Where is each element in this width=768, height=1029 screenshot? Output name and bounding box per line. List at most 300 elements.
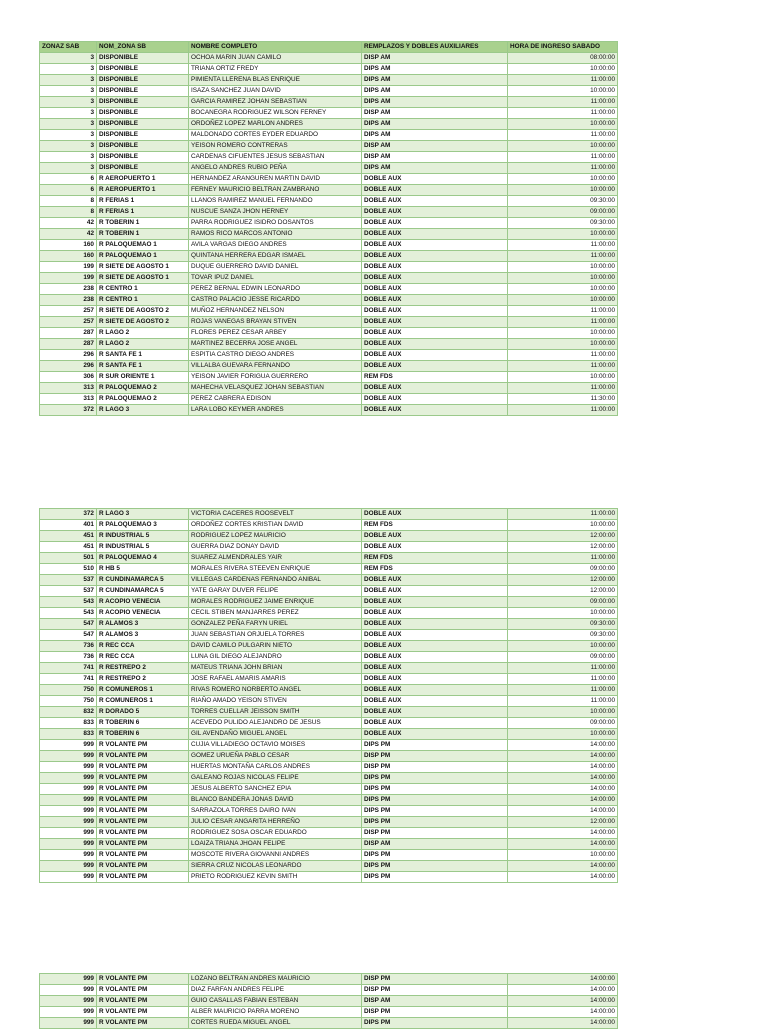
zona-cell: 238 (40, 295, 97, 306)
remplazo-cell: DOBLE AUX (362, 262, 508, 273)
nom-zona-cell: R PALOQUEMAO 1 (97, 251, 189, 262)
remplazo-cell: DIPS AM (362, 97, 508, 108)
remplazo-cell: DISP AM (362, 839, 508, 850)
table-row (40, 317, 618, 328)
nom-zona-cell: R VOLANTE PM (97, 974, 189, 985)
nom-zona-cell: R TOBERIN 1 (97, 218, 189, 229)
zona-cell: 3 (40, 119, 97, 130)
hora-cell: 10:00:00 (508, 174, 618, 185)
nom-zona-cell: R ACOPIO VENECIA (97, 608, 189, 619)
table-row (40, 372, 618, 383)
remplazo-cell: DISP PM (362, 751, 508, 762)
hora-cell: 14:00:00 (508, 985, 618, 996)
nombre-cell: JULIO CESAR ANGARITA HERREÑO (189, 817, 362, 828)
remplazo-cell: DOBLE AUX (362, 394, 508, 405)
table-row (40, 652, 618, 663)
remplazo-cell: REM FDS (362, 553, 508, 564)
hora-cell: 11:00:00 (508, 163, 618, 174)
table-row (40, 839, 618, 850)
nombre-cell: LUNA GIL DIEGO ALEJANDRO (189, 652, 362, 663)
table-row (40, 284, 618, 295)
remplazo-cell: DOBLE AUX (362, 229, 508, 240)
remplazo-cell: DOBLE AUX (362, 586, 508, 597)
remplazo-cell: DOBLE AUX (362, 405, 508, 416)
zona-cell: 42 (40, 229, 97, 240)
nombre-cell: JESUS ALBERTO SANCHEZ EPIA (189, 784, 362, 795)
nom-zona-cell: R SIETE DE AGOSTO 2 (97, 317, 189, 328)
nom-zona-cell: R ALAMOS 3 (97, 630, 189, 641)
table-row (40, 806, 618, 817)
remplazo-cell: DOBLE AUX (362, 531, 508, 542)
zona-cell: 736 (40, 652, 97, 663)
remplazo-cell: DOBLE AUX (362, 641, 508, 652)
hora-cell: 11:00:00 (508, 240, 618, 251)
nom-zona-cell: DISPONIBLE (97, 130, 189, 141)
hora-cell: 12:00:00 (508, 542, 618, 553)
table-row (40, 1018, 618, 1029)
hora-cell: 10:00:00 (508, 729, 618, 740)
nom-zona-cell: R VOLANTE PM (97, 850, 189, 861)
table-row (40, 207, 618, 218)
remplazo-cell: DISP AM (362, 141, 508, 152)
nombre-cell: YEISON ROMERO CONTRERAS (189, 141, 362, 152)
zona-cell: 832 (40, 707, 97, 718)
nom-zona-cell: R TOBERIN 1 (97, 229, 189, 240)
hora-cell: 10:00:00 (508, 295, 618, 306)
table-row (40, 619, 618, 630)
nom-zona-cell: R SUR ORIENTE 1 (97, 372, 189, 383)
remplazo-cell: DOBLE AUX (362, 218, 508, 229)
nombre-cell: RODRIGUEZ SOSA OSCAR EDUARDO (189, 828, 362, 839)
table-row (40, 597, 618, 608)
nom-zona-cell: R ALAMOS 3 (97, 619, 189, 630)
nom-zona-cell: R COMUNEROS 1 (97, 696, 189, 707)
hora-cell: 09:00:00 (508, 207, 618, 218)
nombre-cell: CARDENAS CIFUENTES JESUS SEBASTIAN (189, 152, 362, 163)
nom-zona-cell: R VOLANTE PM (97, 828, 189, 839)
table-row (40, 608, 618, 619)
remplazo-cell: DOBLE AUX (362, 207, 508, 218)
remplazo-cell: REM FDS (362, 372, 508, 383)
zona-cell: 999 (40, 740, 97, 751)
remplazo-cell: DOBLE AUX (362, 295, 508, 306)
hora-cell: 09:30:00 (508, 630, 618, 641)
hora-cell: 10:00:00 (508, 641, 618, 652)
remplazo-cell: DOBLE AUX (362, 317, 508, 328)
hora-cell: 14:00:00 (508, 828, 618, 839)
remplazo-cell: DIPS PM (362, 773, 508, 784)
nombre-cell: FERNEY MAURICIO BELTRAN ZAMBRANO (189, 185, 362, 196)
nombre-cell: PEREZ CABRERA EDISON (189, 394, 362, 405)
remplazo-cell: DOBLE AUX (362, 630, 508, 641)
nom-zona-cell: R VOLANTE PM (97, 996, 189, 1007)
remplazo-cell: DOBLE AUX (362, 251, 508, 262)
zona-cell: 999 (40, 1018, 97, 1029)
table-row (40, 119, 618, 130)
table-row (40, 152, 618, 163)
table-row (40, 97, 618, 108)
zona-cell: 372 (40, 509, 97, 520)
nombre-cell: CASTRO PALACIO JESSE RICARDO (189, 295, 362, 306)
remplazo-cell: DIPS AM (362, 86, 508, 97)
zona-cell: 451 (40, 531, 97, 542)
remplazo-cell: DIPS PM (362, 850, 508, 861)
nombre-cell: TORRES CUELLAR JEISSON SMITH (189, 707, 362, 718)
table-row (40, 196, 618, 207)
zona-cell: 401 (40, 520, 97, 531)
hora-cell: 11:00:00 (508, 251, 618, 262)
nombre-cell: JOSE RAFAEL AMARIS AMARIS (189, 674, 362, 685)
remplazo-cell: DIPS AM (362, 130, 508, 141)
hora-cell: 09:30:00 (508, 218, 618, 229)
nom-zona-cell: R VOLANTE PM (97, 861, 189, 872)
table-row (40, 641, 618, 652)
nombre-cell: SIERRA CRUZ NICOLAS LEONARDO (189, 861, 362, 872)
zona-cell: 199 (40, 262, 97, 273)
remplazo-cell: DOBLE AUX (362, 350, 508, 361)
nombre-cell: CORTES RUEDA MIGUEL ANGEL (189, 1018, 362, 1029)
hora-cell: 09:00:00 (508, 718, 618, 729)
nom-zona-cell: R LAGO 3 (97, 405, 189, 416)
table-row (40, 361, 618, 372)
hora-cell: 10:00:00 (508, 339, 618, 350)
zona-cell: 6 (40, 185, 97, 196)
hora-cell: 11:00:00 (508, 674, 618, 685)
remplazo-cell: DOBLE AUX (362, 284, 508, 295)
hora-cell: 10:00:00 (508, 707, 618, 718)
zona-cell: 999 (40, 828, 97, 839)
nombre-cell: MALDONADO CORTES EYDER EDUARDO (189, 130, 362, 141)
remplazo-cell: DIPS AM (362, 119, 508, 130)
zona-cell: 833 (40, 729, 97, 740)
nom-zona-cell: R RESTREPO 2 (97, 674, 189, 685)
table-row (40, 996, 618, 1007)
remplazo-cell: DOBLE AUX (362, 619, 508, 630)
hora-cell: 10:00:00 (508, 141, 618, 152)
zona-cell: 6 (40, 174, 97, 185)
remplazo-cell: DIPS PM (362, 784, 508, 795)
nombre-cell: HERNANDEZ ARANGUREN MARTIN DAVID (189, 174, 362, 185)
nombre-cell: YEISON JAVIER FORIGUA GUERRERO (189, 372, 362, 383)
nombre-cell: DAVID CAMILO PULGARIN NIETO (189, 641, 362, 652)
nom-zona-cell: R SIETE DE AGOSTO 1 (97, 262, 189, 273)
table-row (40, 163, 618, 174)
nombre-cell: LOAIZA TRIANA JHOAN FELIPE (189, 839, 362, 850)
nom-zona-cell: DISPONIBLE (97, 75, 189, 86)
nom-zona-cell: R VOLANTE PM (97, 839, 189, 850)
hora-cell: 10:00:00 (508, 372, 618, 383)
header-zona: ZONAZ SAB (40, 42, 97, 53)
nombre-cell: GALEANO ROJAS NICOLAS FELIPE (189, 773, 362, 784)
zona-cell: 999 (40, 974, 97, 985)
nombre-cell: GARCIA RAMIREZ JOHAN SEBASTIAN (189, 97, 362, 108)
zona-cell: 547 (40, 630, 97, 641)
zona-cell: 999 (40, 762, 97, 773)
table-row (40, 251, 618, 262)
hora-cell: 12:00:00 (508, 817, 618, 828)
table-row (40, 553, 618, 564)
nom-zona-cell: DISPONIBLE (97, 97, 189, 108)
table-row (40, 295, 618, 306)
remplazo-cell: DOBLE AUX (362, 273, 508, 284)
zona-cell: 999 (40, 795, 97, 806)
nom-zona-cell: R VOLANTE PM (97, 1007, 189, 1018)
nombre-cell: MOSCOTE RIVERA GIOVANNI ANDRES (189, 850, 362, 861)
nombre-cell: RODRIGUEZ LOPEZ MAURICIO (189, 531, 362, 542)
header-row (40, 42, 618, 53)
hora-cell: 10:00:00 (508, 850, 618, 861)
nombre-cell: GUERRA DIAZ DONAY DAVID (189, 542, 362, 553)
hora-cell: 14:00:00 (508, 784, 618, 795)
nom-zona-cell: R REC CCA (97, 652, 189, 663)
hora-cell: 14:00:00 (508, 773, 618, 784)
hora-cell: 14:00:00 (508, 795, 618, 806)
remplazo-cell: DIPS PM (362, 806, 508, 817)
remplazo-cell: DIPS PM (362, 817, 508, 828)
table-row (40, 985, 618, 996)
hora-cell: 11:00:00 (508, 553, 618, 564)
zona-cell: 999 (40, 839, 97, 850)
hora-cell: 09:00:00 (508, 564, 618, 575)
table-row (40, 64, 618, 75)
nombre-cell: PRIETO RODRIGUEZ KEVIN SMITH (189, 872, 362, 883)
zona-cell: 736 (40, 641, 97, 652)
nombre-cell: RIVAS ROMERO NORBERTO ANGEL (189, 685, 362, 696)
zona-cell: 750 (40, 685, 97, 696)
remplazo-cell: DOBLE AUX (362, 509, 508, 520)
remplazo-cell: DIPS PM (362, 861, 508, 872)
hora-cell: 10:00:00 (508, 284, 618, 295)
nombre-cell: ORDOÑEZ LOPEZ MARLON ANDRES (189, 119, 362, 130)
table-row (40, 240, 618, 251)
table-row (40, 185, 618, 196)
hora-cell: 14:00:00 (508, 974, 618, 985)
remplazo-cell: REM FDS (362, 520, 508, 531)
nombre-cell: GIL AVENDAÑO MIGUEL ANGEL (189, 729, 362, 740)
table-row (40, 75, 618, 86)
remplazo-cell: DOBLE AUX (362, 608, 508, 619)
table-row (40, 718, 618, 729)
table-row (40, 86, 618, 97)
nombre-cell: RIAÑO AMADO YEISON STIVEN (189, 696, 362, 707)
table-row (40, 828, 618, 839)
header-nom-zona: NOM_ZONA SB (97, 42, 189, 53)
hora-cell: 10:00:00 (508, 273, 618, 284)
table-row (40, 218, 618, 229)
table-row (40, 630, 618, 641)
zona-cell: 3 (40, 152, 97, 163)
hora-cell: 11:00:00 (508, 663, 618, 674)
zona-cell: 3 (40, 86, 97, 97)
nombre-cell: CUJIA VILLADIEGO OCTAVIO MOISES (189, 740, 362, 751)
remplazo-cell: DOBLE AUX (362, 696, 508, 707)
table-row (40, 575, 618, 586)
nom-zona-cell: R FERIAS 1 (97, 207, 189, 218)
remplazo-cell: DOBLE AUX (362, 685, 508, 696)
nom-zona-cell: R DORADO 5 (97, 707, 189, 718)
nom-zona-cell: R REC CCA (97, 641, 189, 652)
zona-cell: 3 (40, 163, 97, 174)
nom-zona-cell: R VOLANTE PM (97, 817, 189, 828)
hora-cell: 14:00:00 (508, 1007, 618, 1018)
nombre-cell: ACEVEDO PULIDO ALEJANDRO DE JESUS (189, 718, 362, 729)
table-row (40, 850, 618, 861)
remplazo-cell: DIPS PM (362, 872, 508, 883)
zona-cell: 287 (40, 328, 97, 339)
zona-cell: 306 (40, 372, 97, 383)
remplazo-cell: DIPS PM (362, 740, 508, 751)
nombre-cell: GUIO CASALLAS FABIAN ESTEBAN (189, 996, 362, 1007)
zona-cell: 510 (40, 564, 97, 575)
nombre-cell: BOCANEGRA RODRIGUEZ WILSON FERNEY (189, 108, 362, 119)
table-row (40, 564, 618, 575)
remplazo-cell: DOBLE AUX (362, 185, 508, 196)
hora-cell: 14:00:00 (508, 996, 618, 1007)
zona-cell: 199 (40, 273, 97, 284)
nombre-cell: ANGELO ANDRES RUBIO PEÑA (189, 163, 362, 174)
remplazo-cell: DOBLE AUX (362, 729, 508, 740)
hora-cell: 14:00:00 (508, 861, 618, 872)
nombre-cell: DUQUE GUERRERO DAVID DANIEL (189, 262, 362, 273)
hora-cell: 11:00:00 (508, 306, 618, 317)
zona-cell: 257 (40, 306, 97, 317)
hora-cell: 10:00:00 (508, 520, 618, 531)
remplazo-cell: DISP AM (362, 53, 508, 64)
nom-zona-cell: R CUNDINAMARCA 5 (97, 575, 189, 586)
table-row (40, 861, 618, 872)
remplazo-cell: DISP PM (362, 828, 508, 839)
hora-cell: 14:00:00 (508, 806, 618, 817)
remplazo-cell: DISP AM (362, 152, 508, 163)
hora-cell: 11:00:00 (508, 97, 618, 108)
nom-zona-cell: R VOLANTE PM (97, 795, 189, 806)
hora-cell: 14:00:00 (508, 751, 618, 762)
zona-cell: 296 (40, 350, 97, 361)
nom-zona-cell: DISPONIBLE (97, 152, 189, 163)
hora-cell: 14:00:00 (508, 872, 618, 883)
hora-cell: 11:00:00 (508, 696, 618, 707)
nombre-cell: LARA LOBO KEYMER ANDRES (189, 405, 362, 416)
hora-cell: 14:00:00 (508, 762, 618, 773)
nombre-cell: MAHECHA VELASQUEZ JOHAN SEBASTIAN (189, 383, 362, 394)
zona-cell: 3 (40, 141, 97, 152)
hora-cell: 09:00:00 (508, 652, 618, 663)
hora-cell: 10:00:00 (508, 119, 618, 130)
nombre-cell: SARRAZOLA TORRES DAIRO IVAN (189, 806, 362, 817)
table-row (40, 339, 618, 350)
zona-cell: 160 (40, 251, 97, 262)
table-row (40, 872, 618, 883)
zona-cell: 999 (40, 751, 97, 762)
nom-zona-cell: R VOLANTE PM (97, 751, 189, 762)
nombre-cell: FLORES PEREZ CESAR ARBEY (189, 328, 362, 339)
hora-cell: 12:00:00 (508, 575, 618, 586)
nom-zona-cell: R HB 5 (97, 564, 189, 575)
nombre-cell: NUSCUE SANZA JHON HERNEY (189, 207, 362, 218)
hora-cell: 09:30:00 (508, 196, 618, 207)
nombre-cell: MORALES RIVERA STEEVEN ENRIQUE (189, 564, 362, 575)
zona-cell: 3 (40, 53, 97, 64)
table-row (40, 795, 618, 806)
zona-cell: 8 (40, 196, 97, 207)
header-hora: HORA DE INGRESO SABADO (508, 42, 618, 53)
nombre-cell: AVILA VARGAS DIEGO ANDRES (189, 240, 362, 251)
hora-cell: 11:00:00 (508, 108, 618, 119)
remplazo-cell: DOBLE AUX (362, 361, 508, 372)
remplazo-cell: DIPS AM (362, 75, 508, 86)
remplazo-cell: DOBLE AUX (362, 328, 508, 339)
zona-cell: 999 (40, 850, 97, 861)
zona-cell: 3 (40, 75, 97, 86)
nombre-cell: LLANOS RAMIREZ MANUEL FERNANDO (189, 196, 362, 207)
nombre-cell: ROJAS VANEGAS BRAYAN STIVEN (189, 317, 362, 328)
remplazo-cell: DOBLE AUX (362, 674, 508, 685)
hora-cell: 10:00:00 (508, 64, 618, 75)
nombre-cell: YATE GARAY DUVER FELIPE (189, 586, 362, 597)
remplazo-cell: DISP AM (362, 996, 508, 1007)
table-row (40, 405, 618, 416)
hora-cell: 11:00:00 (508, 317, 618, 328)
zona-cell: 287 (40, 339, 97, 350)
table-row (40, 762, 618, 773)
nombre-cell: MATEUS TRIANA JOHN BRIAN (189, 663, 362, 674)
remplazo-cell: DIPS AM (362, 64, 508, 75)
zona-cell: 537 (40, 586, 97, 597)
nombre-cell: RAMOS RICO MARCOS ANTONIO (189, 229, 362, 240)
schedule-table-page-2 (39, 508, 618, 883)
zona-cell: 3 (40, 130, 97, 141)
remplazo-cell: DOBLE AUX (362, 663, 508, 674)
table-row (40, 674, 618, 685)
table-row (40, 817, 618, 828)
zona-cell: 750 (40, 696, 97, 707)
zona-cell: 543 (40, 608, 97, 619)
zona-cell: 313 (40, 394, 97, 405)
hora-cell: 09:30:00 (508, 619, 618, 630)
nom-zona-cell: DISPONIBLE (97, 53, 189, 64)
table-row (40, 383, 618, 394)
remplazo-cell: DOBLE AUX (362, 718, 508, 729)
header-nombre: NOMBRE COMPLETO (189, 42, 362, 53)
table-row (40, 229, 618, 240)
hora-cell: 12:00:00 (508, 586, 618, 597)
zona-cell: 741 (40, 674, 97, 685)
table-row (40, 306, 618, 317)
nom-zona-cell: R PALOQUEMAO 1 (97, 240, 189, 251)
hora-cell: 14:00:00 (508, 1018, 618, 1029)
remplazo-cell: DOBLE AUX (362, 339, 508, 350)
nombre-cell: HUERTAS MONTAÑA CARLOS ANDRES (189, 762, 362, 773)
zona-cell: 3 (40, 108, 97, 119)
zona-cell: 833 (40, 718, 97, 729)
remplazo-cell: DISP AM (362, 108, 508, 119)
zona-cell: 999 (40, 806, 97, 817)
table-row (40, 262, 618, 273)
remplazo-cell: DOBLE AUX (362, 383, 508, 394)
nombre-cell: MORALES RODRIGUEZ JAIME ENRIQUE (189, 597, 362, 608)
table-row (40, 663, 618, 674)
hora-cell: 11:00:00 (508, 130, 618, 141)
remplazo-cell: DOBLE AUX (362, 240, 508, 251)
nombre-cell: TOVAR IPUZ DANIEL (189, 273, 362, 284)
remplazo-cell: DISP PM (362, 1007, 508, 1018)
schedule-table-page-1 (39, 41, 618, 416)
remplazo-cell: REM FDS (362, 564, 508, 575)
zona-cell: 999 (40, 996, 97, 1007)
table-row (40, 751, 618, 762)
nom-zona-cell: R LAGO 2 (97, 328, 189, 339)
nombre-cell: PIMIENTA LLERENA BLAS ENRIQUE (189, 75, 362, 86)
